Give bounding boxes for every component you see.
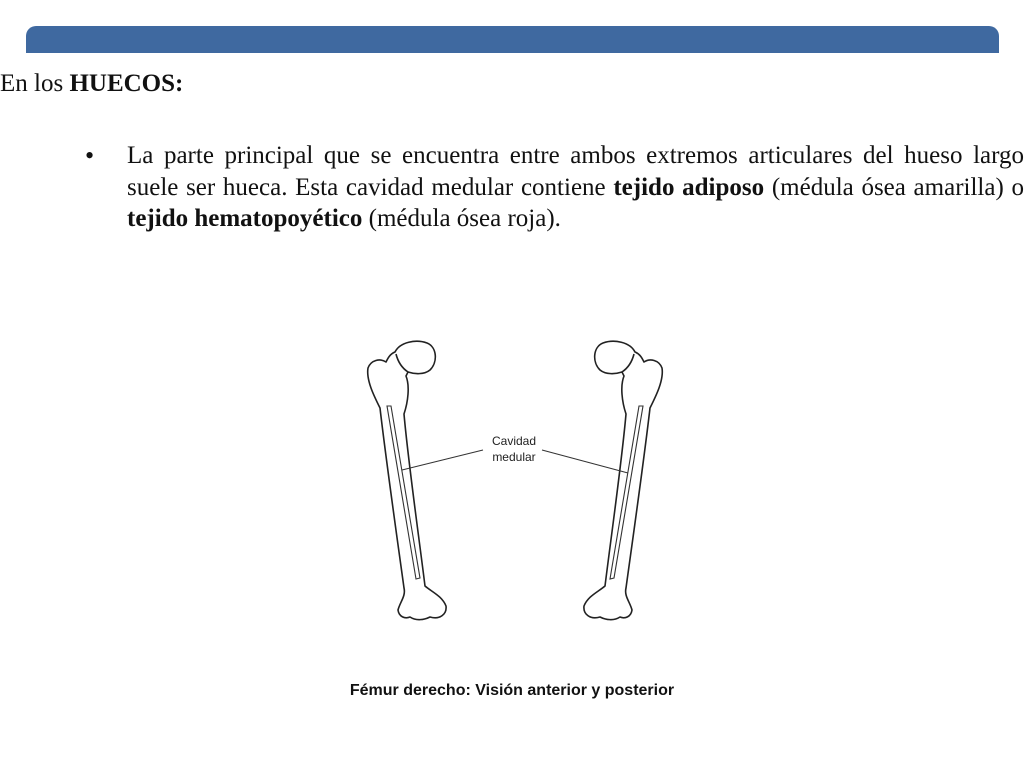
cavity-label-line2: medular bbox=[492, 450, 536, 464]
bullet-text-3: (médula ósea roja). bbox=[362, 205, 561, 232]
right-femur-shape bbox=[584, 341, 662, 619]
heading-bold: HUECOS: bbox=[69, 70, 184, 97]
figure-caption: Fémur derecho: Visión anterior y posterior bbox=[349, 682, 675, 699]
femur-figure bbox=[350, 330, 680, 630]
heading-prefix: En los bbox=[0, 70, 70, 97]
bullet-bold-2: tejido hematopoyético bbox=[127, 205, 363, 232]
cavity-label-line1: Cavidad bbox=[491, 434, 537, 448]
femur-illustration bbox=[350, 330, 680, 630]
bullet-icon: • bbox=[85, 141, 95, 170]
left-leader-line bbox=[402, 450, 483, 470]
left-femur-shape bbox=[368, 341, 446, 619]
bullet-paragraph bbox=[127, 140, 1024, 235]
bullet-text-1: La parte principal que se encuentra entre ambos extremos articulares del hueso largo suele ser hueca. Esta cavidad medular contiene bbox=[127, 142, 1024, 201]
section-heading bbox=[0, 68, 183, 100]
right-leader-line bbox=[542, 450, 628, 473]
header-bar bbox=[26, 26, 999, 53]
bullet-bold-1: tejido adiposo bbox=[613, 173, 765, 201]
bullet-text-2: (médula ósea amarilla) o bbox=[764, 173, 1024, 201]
